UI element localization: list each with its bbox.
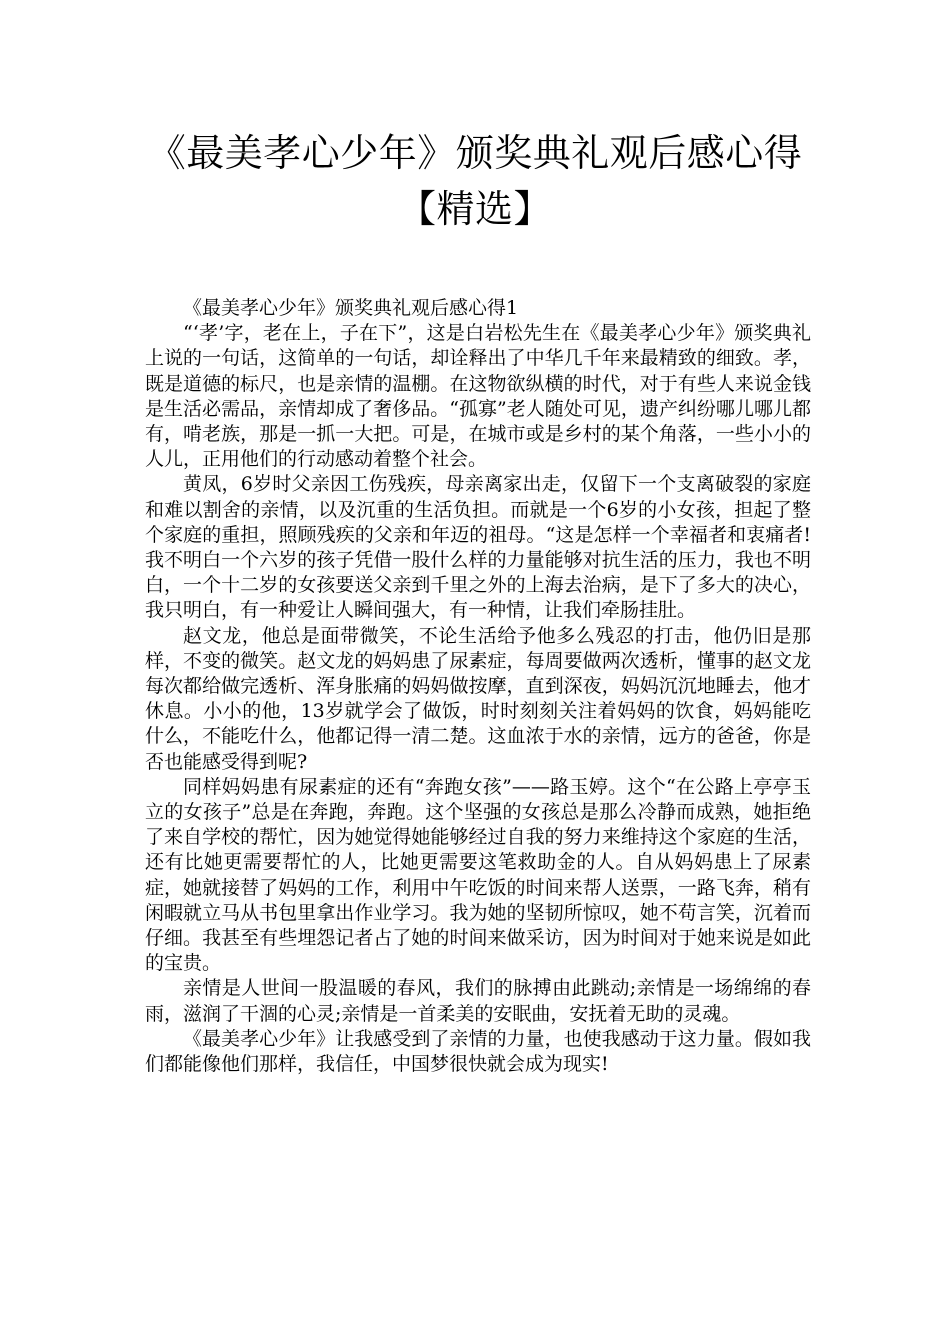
title-line-2: 【精选】 [397,187,552,231]
title-line-1: 《最美孝心少年》颁奖典礼观后感心得 [147,131,803,175]
paragraph-family-love: 亲情是人世间一股温暖的春风，我们的脉搏由此跳动;亲情是一场绵绵的春雨，滋润了干涸的心灵;亲情是一首柔美的安眠曲，安抚着无助的灵魂。 [145,977,811,1025]
paragraph-huang-feng: 黄凤，6岁时父亲因工伤残疾，母亲离家出走，仅留下一个支离破裂的家庭和难以割舍的亲情，以及沉重的生活负担。而就是一个6岁的小女孩，担起了整个家庭的重担，照顾残疾的父亲和年迈的祖母。“这是怎样一个幸福者和衷痛者!我不明白一个六岁的孩子凭借一股什么样的力量能够对抗生活的压力，我也不明白，一个十二岁的女孩要送父亲到千里之外的上海去治病，是下了多大的决心，我只明白，有一种爱让人瞬间强大，有一种情，让我们牵肠挂肚。 [145,473,811,622]
paragraph-heading: 《最美孝心少年》颁奖典礼观后感心得1 [183,297,519,319]
document-title [100,125,850,237]
paragraph-lu-yuting: 同样妈妈患有尿素症的还有“奔跑女孩”——路玉婷。这个“在公路上亭亭玉立的女孩子”总是在奔跑，奔跑。这个坚强的女孩总是那么冷静而成熟，她拒绝了来自学校的帮忙，因为她觉得她能够经过自我的努力来维持这个家庭的生活，还有比她更需要帮忙的人，比她更需要这笔救助金的人。自从妈妈患上了尿素症，她就接替了妈妈的工作，利用中午吃饭的时间来帮人送票，一路飞奔，稍有闲暇就立马从书包里拿出作业学习。我为她的坚韧所惊叹，她不苟言笑，沉着而仔细。我甚至有些埋怨记者占了她的时间来做采访，因为时间对于她来说是如此的宝贵。 [145,775,811,975]
paragraph-intro: “‘孝’字，老在上，子在下”，这是白岩松先生在《最美孝心少年》颁奖典礼上说的一句话，这简单的一句话，却诠释出了中华几千年来最精致的细致。孝，既是道德的标尺，也是亲情的温棚。在这物欲纵横的时代，对于有些人来说金钱是生活必需品，亲情却成了奢侈品。“孤寡”老人随处可见，遗产纠纷哪儿哪儿都有，啃老族，那是一抓一大把。可是，在城市或是乡村的某个角落，一些小小的人儿，正用他们的行动感动着整个社会。 [145,322,811,471]
document-body [145,296,811,1077]
paragraph-conclusion: 《最美孝心少年》让我感受到了亲情的力量，也使我感动于这力量。假如我们都能像他们那样，我信任，中国梦很快就会成为现实! [145,1027,811,1076]
paragraph-zhao-wenlong: 赵文龙，他总是面带微笑，不论生活给予他多么残忍的打击，他仍旧是那样，不变的微笑。赵文龙的妈妈患了尿素症，每周要做两次透析，懂事的赵文龙每次都给做完透析、浑身胀痛的妈妈做按摩，直到深夜，妈妈沉沉地睡去，他才休息。小小的他，13岁就学会了做饭，时时刻刻关注着妈妈的饮食，妈妈能吃什么，不能吃什么，他都记得一清二楚。这血浓于水的亲情，远方的爸爸，你是否也能感受得到呢? [145,624,811,773]
